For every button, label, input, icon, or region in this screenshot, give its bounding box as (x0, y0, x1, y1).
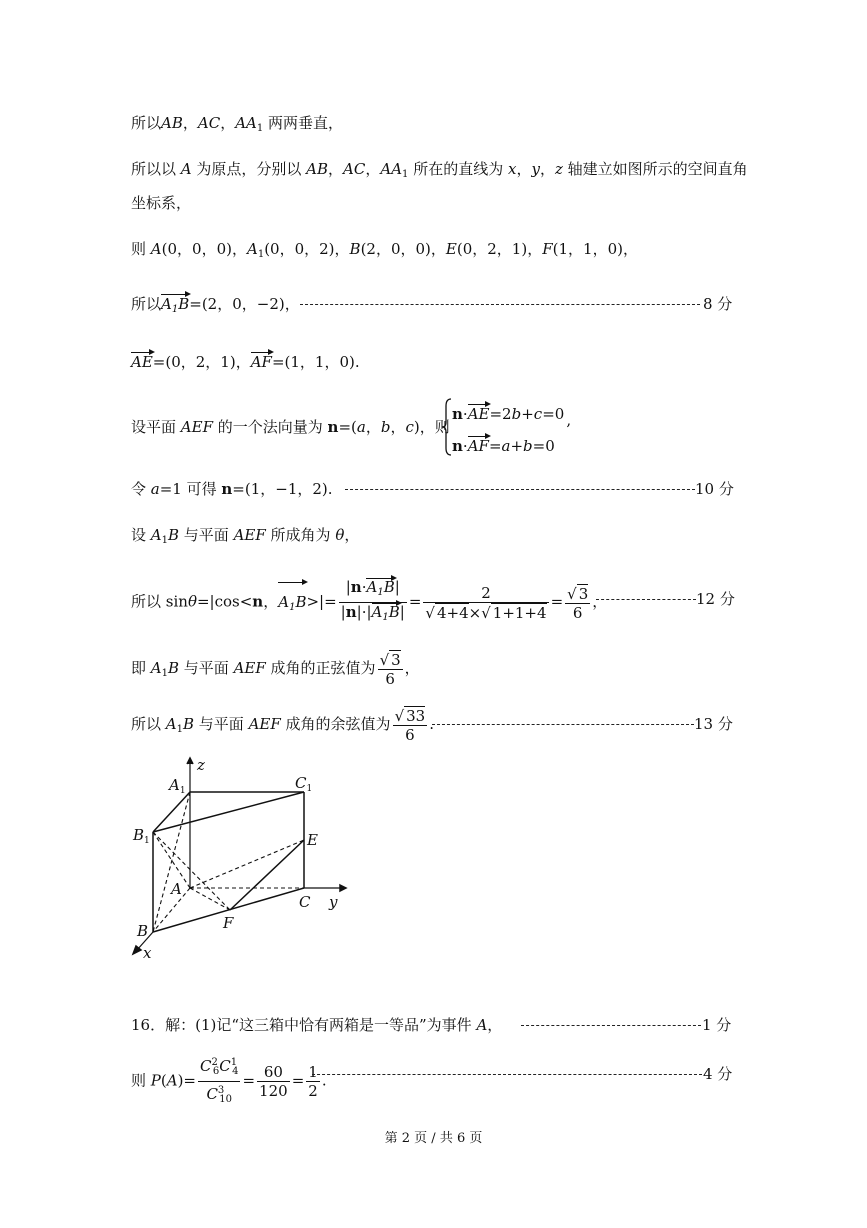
dotted-leader (432, 724, 694, 725)
line-q16: 16．解：(1)记“这三箱中恰有两箱是一等品”为事件 A， (131, 1016, 503, 1034)
line-cosine-value: 所以 $A_1B$ 与平面 AEF 成角的余弦值为 $\frac{√ 33}{6}$ . (131, 707, 434, 744)
line-normal-result: 令 a=1 可得 n=(1，−1，2). (131, 480, 333, 498)
dotted-leader (300, 304, 700, 305)
score-4: 4 分 (703, 1065, 733, 1083)
line-angle-def: 设 $A_1B$ 与平面 AEF 所成角为 θ， (131, 526, 360, 546)
label-A: A (171, 880, 182, 898)
dotted-leader (345, 489, 695, 490)
label-B: B (137, 922, 149, 940)
line-normal-vector: 设平面 AEF 的一个法向量为 n=(a，b，c)，则 (131, 418, 450, 436)
line-sine-formula: 所以 sinθ=|cos<n，$A_1B>|=$ $\frac{|n\cdot A_1B|}{|n|\cdot|A_1B|}$ = $\frac{2}{√ 4+4\times√ 1+1+4}$ = $\frac{√ 3}{6}$ ， (131, 578, 607, 628)
line-points: 则 A(0，0，0)，$A_1(0$，0，2)，B(2，0，0)，E(0，2，1)，F(1，1，0)， (131, 240, 638, 260)
score-12: 12 分 (696, 590, 735, 608)
score-10: 10 分 (695, 480, 734, 498)
line-probability: 则 P(A)= $\frac{C^2_6C^1_4}{C^3_{10}}$ = $\frac{60}{120}$ = $\frac{1}{2}$ . (131, 1054, 327, 1109)
score-8: 8 分 (703, 295, 733, 313)
label-F: F (223, 914, 234, 932)
label-x: x (143, 944, 152, 962)
page-footer: 第 2 页 / 共 6 页 (384, 1131, 483, 1146)
line-coord-system-cont: 坐标系， (131, 194, 192, 212)
system-brace (442, 398, 452, 456)
score-1: 1 分 (702, 1016, 732, 1034)
dotted-leader (596, 599, 696, 600)
label-B1: $B_1$ (133, 826, 150, 846)
score-13: 13 分 (694, 715, 733, 733)
label-y: y (329, 893, 338, 911)
label-C1: $C_1$ (295, 774, 313, 794)
line-vectors-ae-af: AE=(0，2，1)，AF=(1，1，0). (131, 353, 360, 371)
label-C: C (299, 893, 311, 911)
system-eq-2: n·AF=a+b=0 (452, 437, 555, 455)
line-vector-a1b: 所以$A_1B=(2$，0，−2)， (131, 294, 300, 320)
line-sine-value: 即 $A_1B$ 与平面 AEF 成角的正弦值为 $\frac{√ 3}{6}$ ， (131, 651, 420, 688)
dotted-leader (521, 1025, 701, 1026)
line-perpendicular: 所以AB，AC，$AA_1$ 两两垂直， (131, 114, 344, 134)
label-A1: $A_1$ (169, 776, 186, 796)
line-coord-system: 所以以 A 为原点，分别以 AB，AC，$AA_1$ 所在的直线为 x，y，z 轴建立如图所示的空间直角 (131, 160, 748, 180)
dotted-leader (312, 1074, 702, 1075)
label-E: E (307, 831, 318, 849)
system-eq-1: n·AE=2b+c=0 , (452, 405, 572, 429)
label-z: z (197, 756, 205, 774)
prism-figure (125, 750, 365, 965)
